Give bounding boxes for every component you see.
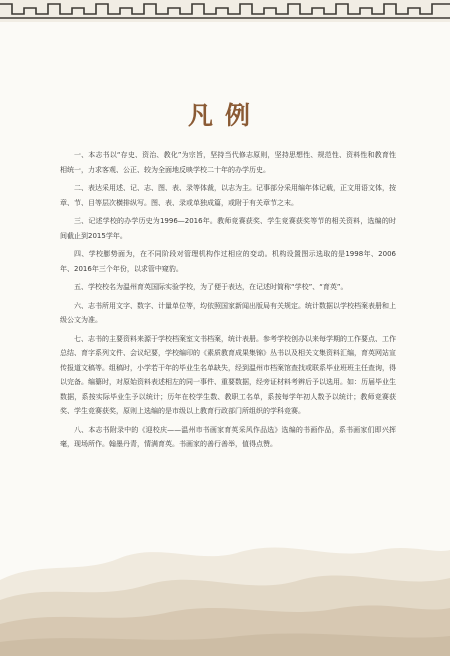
paragraph-3: 三、记述学校的办学历史为1996—2016年。教师竞赛获奖、学生竞赛获奖等节的相关资料，选编的时间截止到2015学年。 (60, 217, 396, 240)
paragraph-8: 八、本志书附录中的《迎校庆——温州市书画家育英采风作品选》选编的书画作品，系书画家们即兴挥毫，现场所作。翰墨丹青，情满育英。书画家的善行善举，值得点赞。 (60, 425, 396, 448)
paragraph-5: 五、学校校名为温州育英国际实验学校，为了便于表达，在记述时简称“学校”、“育英”。 (74, 283, 348, 291)
paragraph-1: 一、本志书以“存史、资治、教化”为宗旨，坚持当代修志原则，坚持思想性、规范性、资料性和教育性相统一，力求客观、公正、较为全面地反映学校二十年的办学历史。 (60, 151, 396, 174)
paragraph-6: 六、志书所用文字、数字、计量单位等，均依照国家新闻出版局有关规定。统计数据以学校档案表册和上级公文为准。 (60, 301, 396, 324)
page-title: 凡例 (187, 101, 262, 130)
paragraph-4: 四、学校膨势面为，在不同阶段对管理机构作过相应的变动。机构设置图示选取的是1998年、2006年、2016年三个年份，以求管中窥豹。 (60, 250, 396, 273)
paragraph-7: 七、志书的主要资料来源于学校档案室文书档案，统计表册。参考学校创办以来每学期的工作要点、工作总结、育字系列文件、会议纪要，学校编印的《素质教育成果集锦》丛书以及相关文集资料汇编，育英网站宣传报道文稿等。组稿时，小学若干年的毕业生名单缺失，经到温州市档案馆查找或联系毕业班班主任查询，得以完备。编纂时，对原始资料表述相左的同一事件、重要数据，经旁证材料考辨后予以选用。如：历届毕业生数据，系按实际毕业生予以统计；历年在校学生数、教职工名单，系按每学年初人数予以统计；教师竞赛获奖、学生竞赛获奖，原则上选编的是市级以上教育行政部门所组织的学科竞赛。 (60, 334, 396, 415)
ink-mountain-landscape (0, 520, 450, 656)
fret-border-decoration (0, 0, 450, 22)
body-text (60, 148, 396, 456)
paragraph-2: 二、表达采用述、记、志、图、表、录等体裁，以志为主。记事部分采用编年体记载，正文用语文体，按章、节、目等层次横排纵写。图、表、录或单独成篇，或附于有关章节之末。 (60, 184, 396, 207)
